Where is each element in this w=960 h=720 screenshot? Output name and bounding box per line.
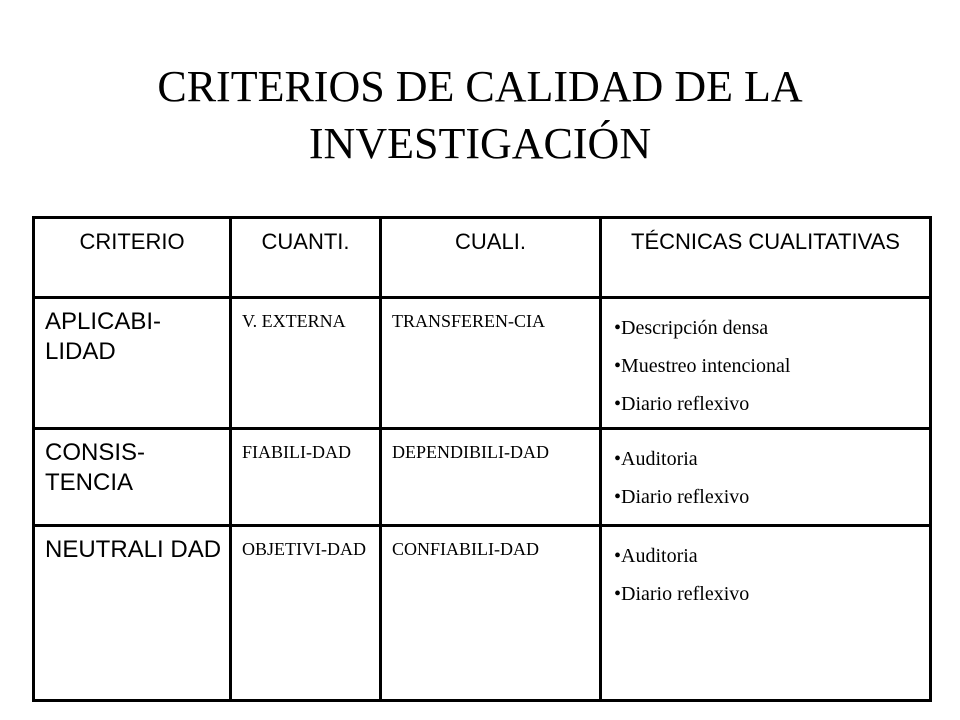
techniques-cell (601, 429, 931, 526)
header-criterio: CRITERIO (34, 218, 231, 298)
header-cuali: CUALI. (381, 218, 601, 298)
list-item: • Diario reflexivo (614, 478, 929, 516)
cuali-cell: CONFIABILI-DAD (381, 526, 601, 701)
cuanti-cell: FIABILI-DAD (231, 429, 381, 526)
table-row (34, 298, 931, 429)
list-item: • Descripción densa (614, 309, 929, 347)
techniques-cell (601, 526, 931, 701)
criterion-cell: NEUTRALI DAD (34, 526, 231, 701)
list-item: • Muestreo intencional (614, 347, 929, 385)
header-tecnicas: TÉCNICAS CUALITATIVAS (601, 218, 931, 298)
table-row (34, 429, 931, 526)
criteria-table (32, 216, 932, 702)
list-item: • Auditoria (614, 537, 929, 575)
slide-title (0, 58, 960, 172)
table-row (34, 526, 931, 701)
techniques-list (602, 430, 929, 516)
title-line-1: CRITERIOS DE CALIDAD DE LA (157, 62, 803, 111)
techniques-cell (601, 298, 931, 429)
header-cuanti: CUANTI. (231, 218, 381, 298)
cuali-cell: TRANSFEREN-CIA (381, 298, 601, 429)
list-item: • Diario reflexivo (614, 385, 929, 423)
cuanti-cell: V. EXTERNA (231, 298, 381, 429)
title-line-2: INVESTIGACIÓN (308, 119, 652, 168)
list-item: • Diario reflexivo (614, 575, 929, 613)
table-header-row (34, 218, 931, 298)
cuanti-cell: OBJETIVI-DAD (231, 526, 381, 701)
cuali-cell: DEPENDIBILI-DAD (381, 429, 601, 526)
criterion-cell: CONSIS-TENCIA (34, 429, 231, 526)
list-item: • Auditoria (614, 440, 929, 478)
techniques-list (602, 299, 929, 423)
criterion-cell: APLICABI-LIDAD (34, 298, 231, 429)
techniques-list (602, 527, 929, 613)
